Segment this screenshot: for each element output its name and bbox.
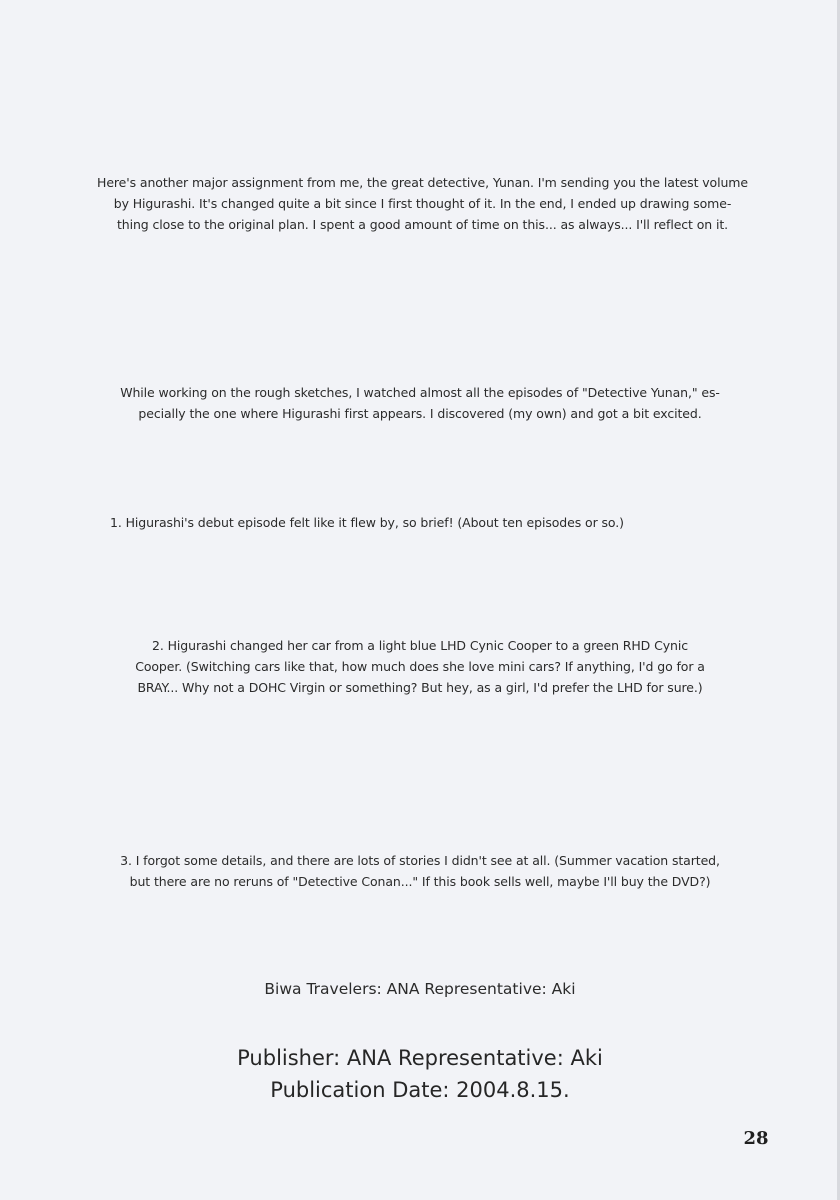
note-1-paragraph: 1. Higurashi's debut episode felt like it flew by, so brief! (About ten episodes or so.) [110,515,624,530]
note-3-paragraph: 3. I forgot some details, and there are lots of stories I didn't see at all. (Summer vacation started, but there are no reruns of "Detective Conan..." If this book sells well, maybe I'll buy the DVD?) [120,853,720,889]
sketches-paragraph: While working on the rough sketches, I watched almost all the episodes of "Detective Yunan," es- pecially the one where Higurashi first appears. I discovered (my own) and got a bit excited. [120,385,720,421]
publication-date-line: Publication Date: 2004.8.15. [270,1078,570,1102]
note-2-paragraph: 2. Higurashi changed her car from a light blue LHD Cynic Cooper to a green RHD Cynic Cooper. (Switching cars like that, how much does she love mini cars? If anything, I'd go for a BRAY... Why not a DOHC Virgin or something? But hey, as a girl, I'd prefer the LHD for sure.) [135,638,705,695]
intro-paragraph: Here's another major assignment from me, the great detective, Yunan. I'm sending you the latest volume by Higurashi. It's changed quite a bit since I first thought of it. In the end, I ended up drawing some- thing close to the original plan. I spent a good amount of time on this... as always... I'll reflect on it. [97,175,748,232]
page-number: 28 [743,1128,769,1149]
circle-credit-line: Biwa Travelers: ANA Representative: Aki [264,980,576,998]
publisher-line: Publisher: ANA Representative: Aki [237,1046,603,1070]
